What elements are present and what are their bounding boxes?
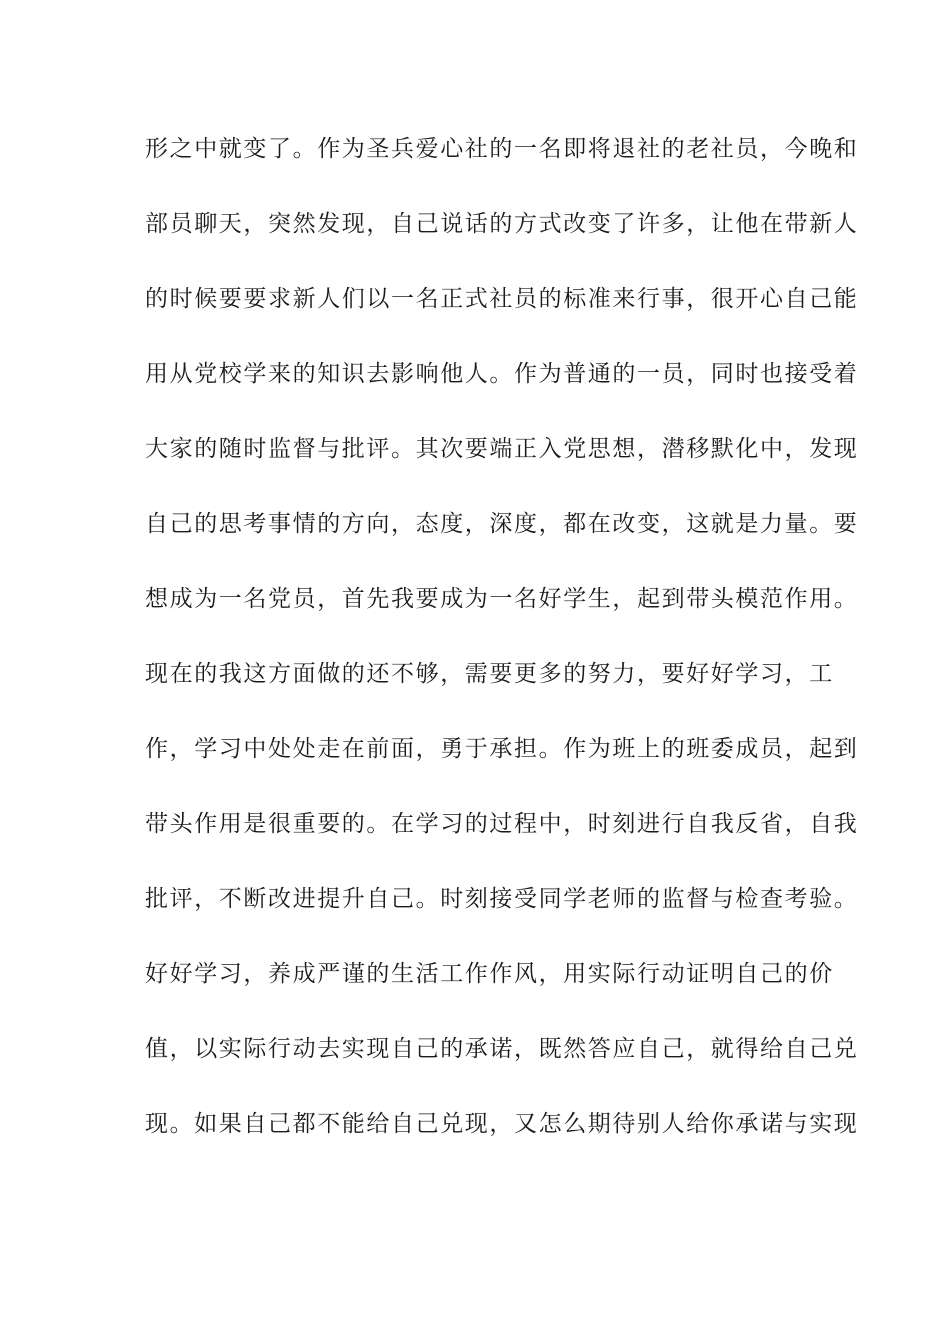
text-line-13: 值，以实际行动去实现自己的承诺，既然答应自己，就得给自己兑 xyxy=(145,1036,859,1062)
text-line-7: 想成为一名党员，首先我要成为一名好学生，起到带头模范作用。 xyxy=(145,586,859,612)
text-line-3: 的时候要要求新人们以一名正式社员的标准来行事，很开心自己能 xyxy=(145,286,859,312)
body-text xyxy=(145,136,859,1186)
text-line-11: 批评，不断改进提升自己。时刻接受同学老师的监督与检查考验。 xyxy=(145,886,859,912)
text-line-8: 现在的我这方面做的还不够，需要更多的努力，要好好学习，工 xyxy=(145,661,834,687)
text-line-2: 部员聊天，突然发现，自己说话的方式改变了许多，让他在带新人 xyxy=(145,211,859,237)
text-line-9: 作，学习中处处走在前面，勇于承担。作为班上的班委成员，起到 xyxy=(145,736,859,762)
text-line-4: 用从党校学来的知识去影响他人。作为普通的一员，同时也接受着 xyxy=(145,361,859,387)
text-line-12: 好好学习，养成严谨的生活工作作风，用实际行动证明自己的价 xyxy=(145,961,834,987)
text-line-14: 现。如果自己都不能给自己兑现，又怎么期待别人给你承诺与实现 xyxy=(145,1111,859,1137)
text-line-5: 大家的随时监督与批评。其次要端正入党思想，潜移默化中，发现 xyxy=(145,436,859,462)
text-line-1: 形之中就变了。作为圣兵爱心社的一名即将退社的老社员，今晚和 xyxy=(145,136,859,162)
text-line-6: 自己的思考事情的方向，态度，深度，都在改变，这就是力量。要 xyxy=(145,511,859,537)
text-line-10: 带头作用是很重要的。在学习的过程中，时刻进行自我反省，自我 xyxy=(145,811,859,837)
